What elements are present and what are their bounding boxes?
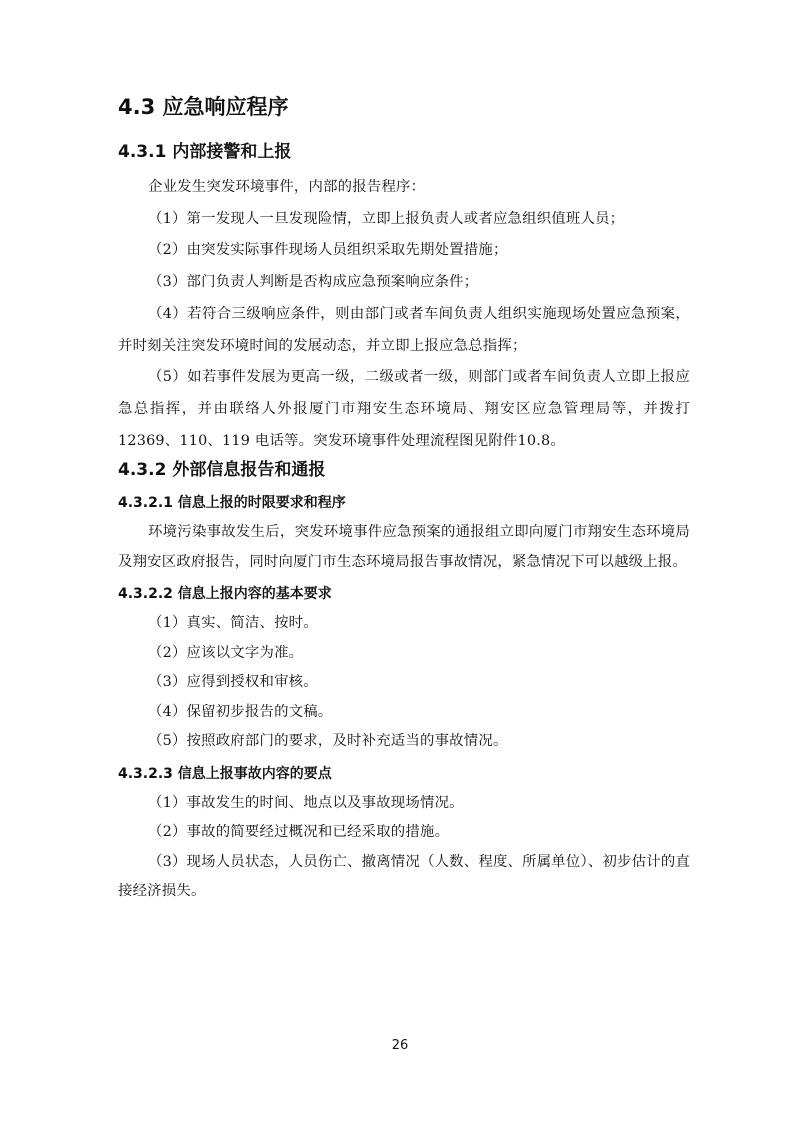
list-item: （3）应得到授权和审核。 — [148, 674, 318, 691]
list-item: （4）若符合三级响应条件，则由部门或者车间负责人组织实施现场处置应急预案，并时刻关注突发环境时间的发展动态，并立即上报应急总指挥； — [118, 305, 690, 354]
list-item: （3）部门负责人判断是否构成应急预案响应条件； — [148, 274, 479, 291]
list-item: （5）如若事件发展为更高一级，二级或者一级，则部门或者车间负责人立即上报应急总指挥，并由联络人外报厦门市翔安生态环境局、翔安区应急管理局等，并拨打 12369、110、119 电话等。突发环境事件处理流程图见附件10.8。 — [118, 369, 690, 449]
subsubsection-heading-timing: 4.3.2.1 信息上报的时限要求和程序 — [118, 495, 346, 512]
page-content — [118, 92, 690, 907]
list-item: （2）由突发实际事件现场人员组织采取先期处置措施； — [148, 242, 508, 259]
list-item: （4）保留初步报告的文稿。 — [148, 703, 333, 720]
list-item: （2）事故的简要经过概况和已经采取的措施。 — [148, 824, 450, 841]
list-item: （2）应该以文字为准。 — [148, 644, 304, 661]
subsection-heading-external: 4.3.2 外部信息报告和通报 — [118, 460, 326, 481]
subsubsection-heading-key-points: 4.3.2.3 信息上报事故内容的要点 — [118, 765, 332, 782]
page-number: 26 — [391, 1038, 409, 1053]
section-heading: 4.3 应急响应程序 — [118, 95, 289, 119]
paragraph: 企业发生突发环境事件，内部的报告程序： — [148, 179, 426, 195]
list-item: （3）现场人员状态，人员伤亡、撤离情况（人数、程度、所属单位）、初步估计的直接经济损失。 — [118, 853, 691, 900]
list-item: （5）按照政府部门的要求，及时补充适当的事故情况。 — [148, 733, 508, 750]
list-item: （1）事故发生的时间、地点以及事故现场情况。 — [148, 794, 464, 811]
list-item: （1）第一发现人一旦发现险情，立即上报负责人或者应急组织值班人员； — [148, 210, 625, 227]
subsubsection-heading-requirements: 4.3.2.2 信息上报内容的基本要求 — [118, 586, 332, 603]
subsection-heading-internal: 4.3.1 内部接警和上报 — [118, 142, 292, 162]
paragraph: 环境污染事故发生后，突发环境事件应急预案的通报组立即向厦门市翔安生态环境局及翔安区政府报告，同时向厦门市生态环境局报告事故情况，紧急情况下可以越级上报。 — [118, 524, 690, 570]
list-item: （1）真实、简洁、按时。 — [148, 615, 318, 632]
